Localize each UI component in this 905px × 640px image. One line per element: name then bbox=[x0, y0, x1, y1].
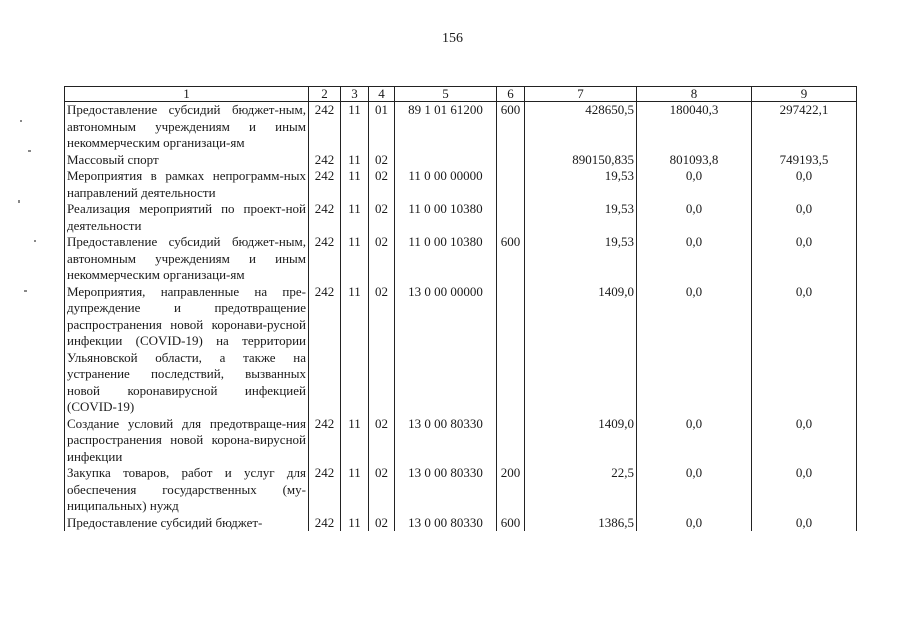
cell-col4: 02 bbox=[369, 201, 395, 234]
scan-artifact bbox=[34, 240, 36, 242]
cell-col2: 242 bbox=[309, 168, 341, 201]
cell-col5: 89 1 01 61200 bbox=[395, 102, 497, 152]
cell-col4: 02 bbox=[369, 515, 395, 532]
cell-col5: 11 0 00 10380 bbox=[395, 201, 497, 234]
col-header-4: 4 bbox=[369, 87, 395, 102]
cell-name: Закупка товаров, работ и услуг для обеспечения государственных (му-ниципальных) нужд bbox=[65, 465, 309, 515]
cell-name: Предоставление субсидий бюджет- bbox=[65, 515, 309, 532]
cell-name: Мероприятия в рамках непрограмм-ных направлений деятельности bbox=[65, 168, 309, 201]
cell-col2: 242 bbox=[309, 102, 341, 152]
col-header-3: 3 bbox=[341, 87, 369, 102]
cell-col3: 11 bbox=[341, 465, 369, 515]
table-row bbox=[65, 416, 857, 466]
cell-col7: 1409,0 bbox=[525, 284, 637, 416]
cell-col3: 11 bbox=[341, 152, 369, 169]
cell-col3: 11 bbox=[341, 102, 369, 152]
cell-col4: 02 bbox=[369, 284, 395, 416]
cell-col5 bbox=[395, 152, 497, 169]
cell-col9: 749193,5 bbox=[752, 152, 857, 169]
cell-col5: 11 0 00 00000 bbox=[395, 168, 497, 201]
cell-col4: 02 bbox=[369, 416, 395, 466]
cell-col2: 242 bbox=[309, 416, 341, 466]
cell-col9: 0,0 bbox=[752, 416, 857, 466]
table-row bbox=[65, 201, 857, 234]
cell-col4: 02 bbox=[369, 168, 395, 201]
cell-name: Создание условий для предотвраще-ния распространения новой корона-вирусной инфекции bbox=[65, 416, 309, 466]
cell-col4: 02 bbox=[369, 152, 395, 169]
cell-col8: 0,0 bbox=[637, 416, 752, 466]
cell-col2: 242 bbox=[309, 284, 341, 416]
cell-col8: 801093,8 bbox=[637, 152, 752, 169]
cell-col6: 600 bbox=[497, 515, 525, 532]
cell-col7: 19,53 bbox=[525, 201, 637, 234]
cell-col2: 242 bbox=[309, 152, 341, 169]
table-row bbox=[65, 234, 857, 284]
cell-name: Мероприятия, направленные на пре-дупреждение и предотвращение распространения новой коронави-русной инфекции (COVID-19) на территории Ульяновской области, а также на устранение последствий, вызванных новой коронавирусной инфекцией (COVID-19) bbox=[65, 284, 309, 416]
header-row bbox=[65, 87, 857, 102]
cell-col5: 11 0 00 10380 bbox=[395, 234, 497, 284]
cell-name: Массовый спорт bbox=[65, 152, 309, 169]
table-row bbox=[65, 515, 857, 532]
scan-artifact bbox=[20, 120, 22, 122]
scan-artifact bbox=[18, 200, 20, 203]
cell-col6 bbox=[497, 416, 525, 466]
cell-col3: 11 bbox=[341, 234, 369, 284]
cell-col6: 200 bbox=[497, 465, 525, 515]
cell-col2: 242 bbox=[309, 465, 341, 515]
col-header-5: 5 bbox=[395, 87, 497, 102]
cell-col7: 890150,835 bbox=[525, 152, 637, 169]
cell-col9: 0,0 bbox=[752, 284, 857, 416]
cell-col2: 242 bbox=[309, 201, 341, 234]
table-row bbox=[65, 152, 857, 169]
cell-col7: 1409,0 bbox=[525, 416, 637, 466]
budget-table bbox=[64, 86, 857, 531]
scan-artifact bbox=[24, 290, 27, 292]
cell-col2: 242 bbox=[309, 515, 341, 532]
table-row bbox=[65, 284, 857, 416]
cell-col9: 297422,1 bbox=[752, 102, 857, 152]
table-body bbox=[65, 102, 857, 532]
cell-col6: 600 bbox=[497, 102, 525, 152]
cell-col7: 19,53 bbox=[525, 234, 637, 284]
scan-artifact bbox=[28, 150, 31, 152]
cell-col7: 1386,5 bbox=[525, 515, 637, 532]
cell-col8: 180040,3 bbox=[637, 102, 752, 152]
cell-name: Предоставление субсидий бюджет-ным, автономным учреждениям и иным некоммерческим организаци-ям bbox=[65, 102, 309, 152]
cell-col9: 0,0 bbox=[752, 234, 857, 284]
cell-col8: 0,0 bbox=[637, 284, 752, 416]
page-number: 156 bbox=[442, 31, 463, 46]
cell-col3: 11 bbox=[341, 168, 369, 201]
cell-col9: 0,0 bbox=[752, 201, 857, 234]
col-header-7: 7 bbox=[525, 87, 637, 102]
cell-col6 bbox=[497, 168, 525, 201]
cell-name: Предоставление субсидий бюджет-ным, автономным учреждениям и иным некоммерческим организаци-ям bbox=[65, 234, 309, 284]
cell-col9: 0,0 bbox=[752, 465, 857, 515]
cell-col2: 242 bbox=[309, 234, 341, 284]
cell-col7: 22,5 bbox=[525, 465, 637, 515]
cell-col6 bbox=[497, 152, 525, 169]
col-header-1: 1 bbox=[65, 87, 309, 102]
cell-col8: 0,0 bbox=[637, 234, 752, 284]
col-header-9: 9 bbox=[752, 87, 857, 102]
cell-col9: 0,0 bbox=[752, 515, 857, 532]
col-header-2: 2 bbox=[309, 87, 341, 102]
cell-col9: 0,0 bbox=[752, 168, 857, 201]
cell-col8: 0,0 bbox=[637, 168, 752, 201]
cell-col3: 11 bbox=[341, 201, 369, 234]
cell-col3: 11 bbox=[341, 515, 369, 532]
cell-col3: 11 bbox=[341, 416, 369, 466]
cell-col3: 11 bbox=[341, 284, 369, 416]
cell-col5: 13 0 00 80330 bbox=[395, 416, 497, 466]
table-row bbox=[65, 168, 857, 201]
cell-name: Реализация мероприятий по проект-ной деятельности bbox=[65, 201, 309, 234]
cell-col5: 13 0 00 00000 bbox=[395, 284, 497, 416]
table-row bbox=[65, 465, 857, 515]
cell-col6 bbox=[497, 201, 525, 234]
cell-col6 bbox=[497, 284, 525, 416]
cell-col5: 13 0 00 80330 bbox=[395, 515, 497, 532]
cell-col5: 13 0 00 80330 bbox=[395, 465, 497, 515]
cell-col7: 428650,5 bbox=[525, 102, 637, 152]
col-header-6: 6 bbox=[497, 87, 525, 102]
cell-col6: 600 bbox=[497, 234, 525, 284]
cell-col4: 02 bbox=[369, 234, 395, 284]
cell-col8: 0,0 bbox=[637, 465, 752, 515]
cell-col4: 01 bbox=[369, 102, 395, 152]
cell-col4: 02 bbox=[369, 465, 395, 515]
cell-col8: 0,0 bbox=[637, 201, 752, 234]
cell-col7: 19,53 bbox=[525, 168, 637, 201]
cell-col8: 0,0 bbox=[637, 515, 752, 532]
col-header-8: 8 bbox=[637, 87, 752, 102]
table-row bbox=[65, 102, 857, 152]
